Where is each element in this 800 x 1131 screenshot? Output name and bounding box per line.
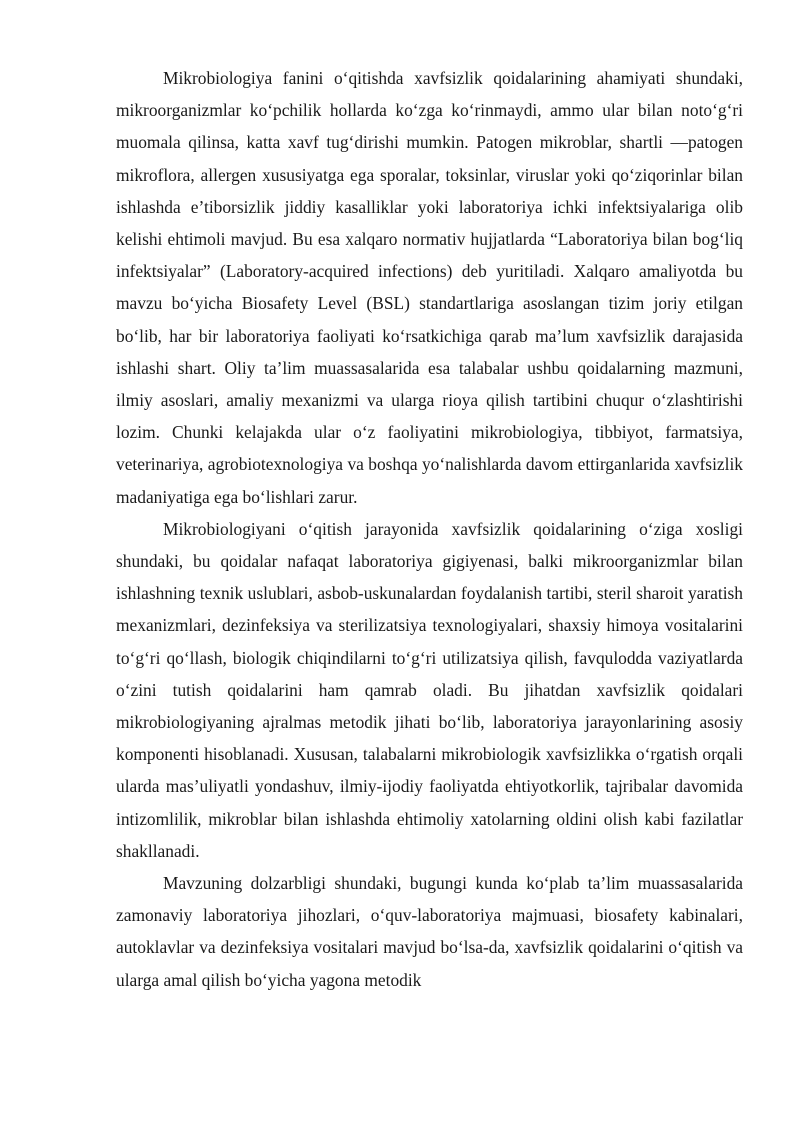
paragraph-3: Mavzuning dolzarbligi shundaki, bugungi kunda ko‘plab ta’lim muassasalarida zamonaviy laboratoriya jihozlari, o‘quv-laboratoriya majmuasi, biosafety kabinalari, autoklavlar va dezinfeksiya vositalari mavjud bo‘lsa-da, xavfsizlik qoidalarini o‘qitish va ularga amal qilish bo‘yicha yagona metodik xyxy=(116,873,743,990)
paragraph-1: Mikrobiologiya fanini o‘qitishda xavfsizlik qoidalarining ahamiyati shundaki, mikroorganizmlar ko‘pchilik hollarda ko‘zga ko‘rinmaydi, ammo ular bilan noto‘g‘ri muomala qilinsa, katta xavf tug‘dirishi mumkin. Patogen mikroblar, shartli —patogen mikroflora, allergen xususiyatga ega sporalar, toksinlar, viruslar yoki qo‘ziqorinlar bilan ishlashda e’tiborsizlik jiddiy kasalliklar yoki laboratoriya ichki infektsiyalariga olib kelishi ehtimoli mavjud. Bu esa xalqaro normativ hujjatlarda “Laboratoriya bilan bog‘liq infektsiyalar” (Laboratory-acquired infections) deb yuritiladi. Xalqaro amaliyotda bu mavzu bo‘yicha Biosafety Level (BSL) standartlariga asoslangan tizim joriy etilgan bo‘lib, har bir laboratoriya faoliyati ko‘rsatkichiga qarab ma’lum xavfsizlik darajasida ishlashi shart. Oliy ta’lim muassasalarida esa talabalar ushbu qoidalarning mazmuni, ilmiy asoslari, amaliy mexanizmi va ularga rioya qilish tartibini chuqur o‘zlashtirishi lozim. Chunki kelajakda ular o‘z faoliyatini mikrobiologiya, tibbiyot, farmatsiya, veterinariya, agrobiotexnologiya va boshqa yo‘nalishlarda davom ettirganlarida xavfsizlik madaniyatiga ega bo‘lishlari zarur. xyxy=(116,68,743,507)
paragraph-2: Mikrobiologiyani o‘qitish jarayonida xavfsizlik qoidalarining o‘ziga xosligi shundaki, bu qoidalar nafaqat laboratoriya gigiyenasi, balki mikroorganizmlar bilan ishlashning texnik uslublari, asbob-uskunalardan foydalanish tartibi, steril sharoit yaratish mexanizmlari, dezinfeksiya va sterilizatsiya texnologiyalari, shaxsiy himoya vositalarini to‘g‘ri qo‘llash, biologik chiqindilarni to‘g‘ri utilizatsiya qilish, favqulodda vaziyatlarda o‘zini tutish qoidalarini ham qamrab oladi. Bu jihatdan xavfsizlik qoidalari mikrobiologiyaning ajralmas metodik jihati bo‘lib, laboratoriya jarayonlarining asosiy komponenti hisoblanadi. Xususan, talabalarni mikrobiologik xavfsizlikka o‘rgatish orqali ularda mas’uliyatli yondashuv, ilmiy-ijodiy faoliyatda ehtiyotkorlik, tajribalar davomida intizomlilik, mikroblar bilan ishlashda ehtimoliy xatolarning oldini olish kabi fazilatlar shakllanadi. xyxy=(116,518,743,861)
document-page xyxy=(116,62,743,996)
